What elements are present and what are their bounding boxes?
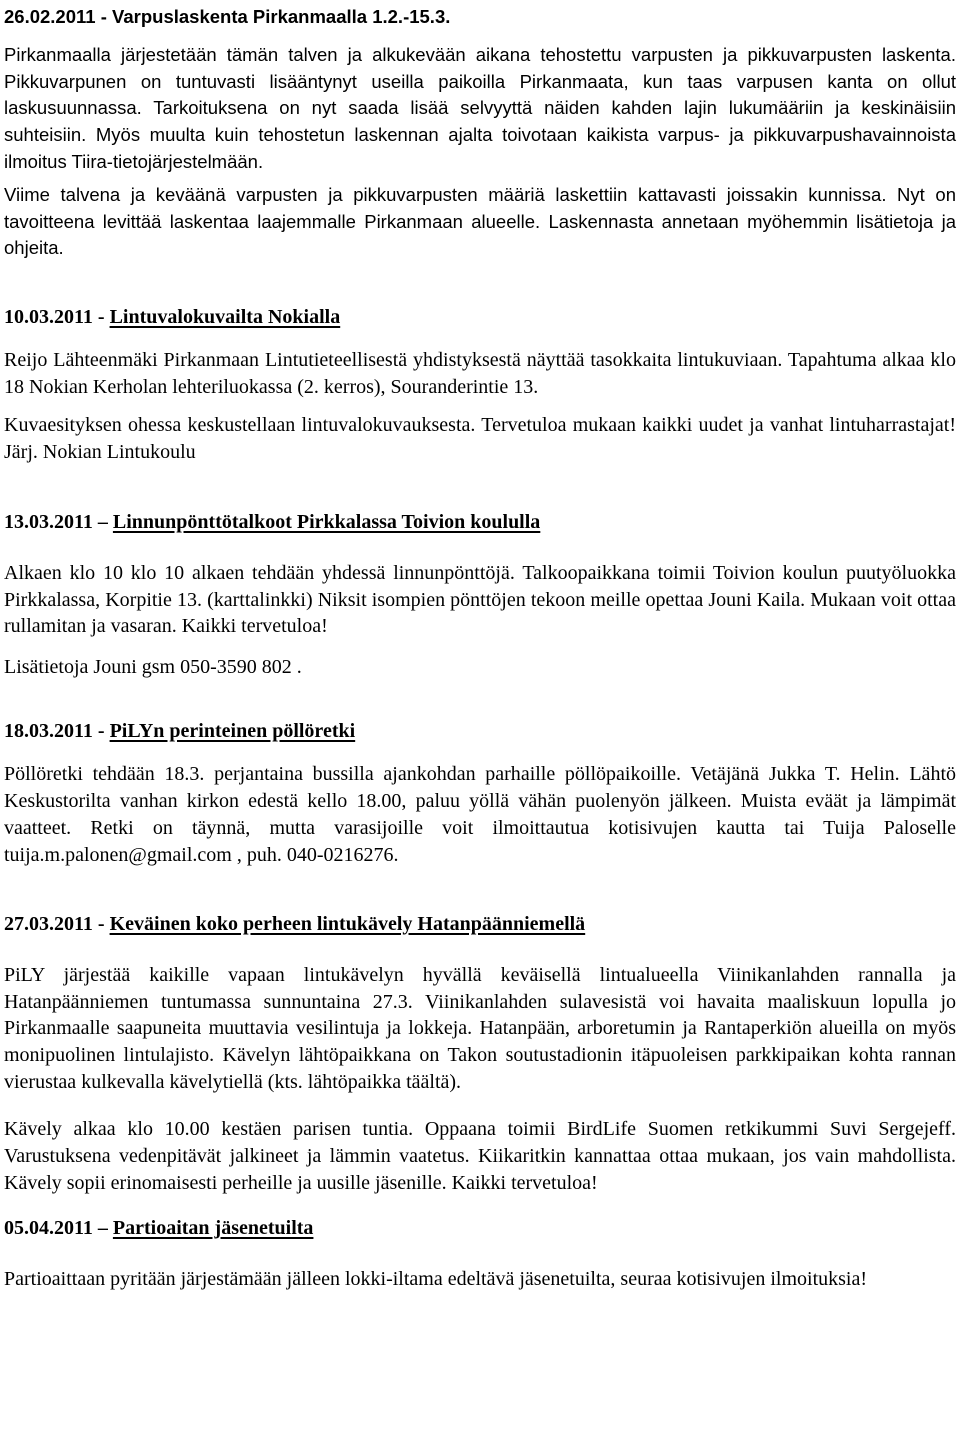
event-date: 27.03.2011 <box>4 912 93 935</box>
event-heading: 27.03.2011 - Keväinen koko perheen lintukävely Hatanpäänniemellä <box>4 912 586 935</box>
event-title: Varpuslaskenta Pirkanmaalla 1.2.-15.3. <box>112 6 451 27</box>
document-page <box>4 0 956 1293</box>
event-title: Partioaitan jäsenetuilta <box>112 1216 314 1239</box>
event-paragraph: Viime talvena ja keväänä varpusten ja pikkuvarpusten määriä laskettiin kattavasti joissakin kunnissa. Nyt on tavoitteena levittää laskentaa laajemmalle Pirkanmaan alueelle. Laskennasta annetaan myöhemmin lisätietoja ja ohjeita. <box>4 183 956 259</box>
event-heading: 13.03.2011 – Linnunpönttötalkoot Pirkkalassa Toivion koululla <box>4 510 541 533</box>
event-title: PiLYn perinteinen pöllöretki <box>109 720 356 743</box>
event-date: 26.02.2011 <box>4 6 96 27</box>
event-paragraph: Pirkanmaalla järjestetään tämän talven ja alkukevään aikana tehostettu varpusten ja pikkuvarpusten laskenta. Pikkuvarpunen on tuntuvasti lisääntynyt useilla paikoilla Pirkanmaata, kun taas varpusen kanta on ollut laskusuunnassa. Tarkoituksena on nyt saada lisää selvyyttä näiden kahden lajin lukumääriin ja keskinäisiin suhteisiin. Myös muulta kuin tehostetun laskennan ajalta toivotaan kaikista varpus- ja pikkuvarpushavainnoista ilmoitus Tiira-tietojärjestelmään. <box>4 43 956 172</box>
event-paragraph: Kävely alkaa klo 10.00 kestäen parisen tuntia. Oppaana toimii BirdLife Suomen retkikummi Suvi Sergejeff. Varustuksena vedenpitävät jalkineet ja lämmin vaatetus. Kiikaritkin kannattaa ottaa mukaan, jos vain mahdollista. Kävely sopii erinomaisesti perheille ja uusille jäsenille. Kaikki tervetuloa! <box>4 1118 956 1195</box>
event-heading: 26.02.2011 - Varpuslaskenta Pirkanmaalla 1.2.-15.3. <box>4 6 451 27</box>
event-lintukavely <box>4 911 956 1197</box>
event-title: Lintuvalokuvailta Nokialla <box>109 306 341 329</box>
event-date: 13.03.2011 <box>4 510 93 533</box>
event-paragraph: Partioaittaan pyritään järjestämään jälleen lokki-iltama edeltävä jäsenetuilta, seuraa kotisivujen ilmoituksia! <box>4 1267 868 1290</box>
event-date: 05.04.2011 <box>4 1216 93 1239</box>
event-title: Keväinen koko perheen lintukävely Hatanpäänniemellä <box>109 912 586 935</box>
event-title: Linnunpönttötalkoot Pirkkalassa Toivion koululla <box>112 510 541 533</box>
event-paragraph: Lisätietoja Jouni gsm 050-3590 802 . <box>4 656 302 679</box>
event-heading: 05.04.2011 – Partioaitan jäsenetuilta <box>4 1216 314 1239</box>
event-date: 18.03.2011 <box>4 720 93 743</box>
event-paragraph: Alkaen klo 10 klo 10 alkaen tehdään yhdessä linnunpönttöjä. Talkoopaikkana toimii Toivion koulun puutyöluokka Pirkkalassa, Korpitie 13. (karttalinkki) Niksit isompien pönttöjen tekoon meille opettaa Jouni Kaila. Mukaan voit ottaa rullamitan ja vasaran. Kaikki tervetuloa! <box>4 561 956 638</box>
event-date: 10.03.2011 <box>4 306 93 329</box>
event-lintuvalokuvailta <box>4 304 956 466</box>
event-paragraph: Reijo Lähteenmäki Pirkanmaan Lintutieteellisestä yhdistyksestä näyttää tasokkaita lintukuviaan. Tapahtuma alkaa klo 18 Nokian Kerholan lehteriluokassa (2. kerros), Souranderintie 13. <box>4 349 956 398</box>
event-heading: 10.03.2011 - Lintuvalokuvailta Nokialla <box>4 306 341 329</box>
event-heading: 18.03.2011 - PiLYn perinteinen pöllöretki <box>4 720 356 743</box>
event-pollöretki <box>4 718 956 869</box>
event-jasenetuilta <box>4 1215 956 1293</box>
event-paragraph: Kuvaesityksen ohessa keskustellaan lintuvalokuvauksesta. Tervetuloa mukaan kaikki uudet ja vanhat lintuharrastajat! Järj. Nokian Lintukoulu <box>4 413 956 463</box>
event-linnunpontotalkoot <box>4 509 956 682</box>
event-paragraph: Pöllöretki tehdään 18.3. perjantaina bussilla ajankohdan parhaille pöllöpaikoille. Vetäjänä Jukka T. Helin. Lähtö Keskustorilta vanhan kirkon edestä kello 18.00, paluu yöllä vähän puolenyön jälkeen. Muista eväät ja lämpimät vaatteet. Retki on täynnä, mutta varasijoille voit ilmoittautua kotisivujen kautta tai Tuija Paloselle tuija.m.palonen@gmail.com , puh. 040-0216276. <box>4 763 956 866</box>
event-varpuslaskenta <box>4 4 956 262</box>
event-paragraph: PiLY järjestää kaikille vapaan lintukävelyn hyvällä keväisellä lintualueella Viinikanlahden rannalla ja Hatanpäänniemen tuntumassa sunnuntaina 27.3. Viinikanlahden sulavesistä voi havaita maaliskuun lopulla jo Pirkanmaalle saapuneita muuttavia vesilintuja ja lokkeja. Hatanpään, arboretumin ja Rantaperkiön alueilla on myös monipuolinen lintulajisto. Kävelyn lähtöpaikkana on Takon soutustadionin itäpuoleisen parkkipaikan kohta rannan vierustaa kulkevalla kävelytiellä (kts. lähtöpaikka täältä). <box>4 963 956 1094</box>
